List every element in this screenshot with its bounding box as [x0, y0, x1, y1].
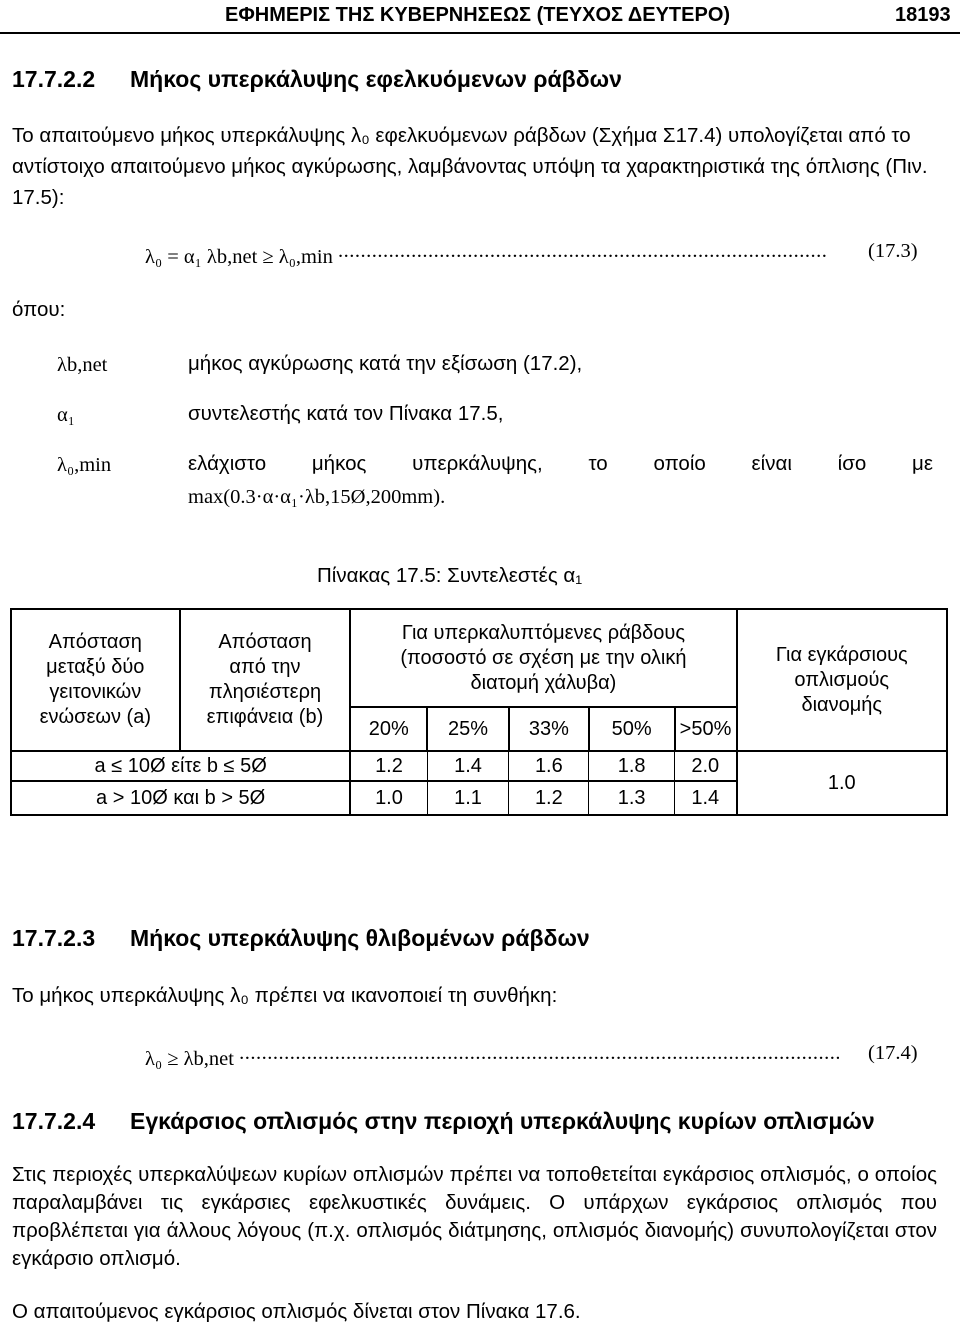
- value-cell: 1.2: [350, 751, 427, 781]
- table-row: [11, 751, 947, 781]
- definition-text: ελάχιστο μήκος υπερκάλυψης, το οποίο είναι ίσο με: [188, 452, 933, 475]
- definition-symbol: λb,net: [57, 354, 108, 376]
- section-title: Μήκος υπερκάλυψης εφελκυόμενων ράβδων: [130, 66, 622, 92]
- section-title: Εγκάρσιος οπλισμός στην περιοχή υπερκάλυψης κυρίων οπλισμών: [130, 1108, 875, 1134]
- value-cell: 1.4: [675, 781, 737, 815]
- equation-leader-dots: [338, 240, 828, 263]
- definition-text: συντελεστής κατά τον Πίνακα 17.5,: [188, 402, 504, 425]
- value-cell: 1.0: [350, 781, 427, 815]
- definition-formula: max(0.3·α·α₁·λb,15Ø,200mm).: [188, 486, 446, 508]
- closing-line: Ο απαιτούμενος εγκάρσιος οπλισμός δίνεται στον Πίνακα 17.6.: [12, 1300, 581, 1323]
- definition-symbol: α₁: [57, 404, 75, 426]
- value-cell: 1.3: [589, 781, 675, 815]
- definition-symbol: λ₀,min: [57, 454, 112, 476]
- table-caption: Πίνακας 17.5: Συντελεστές α₁: [317, 564, 583, 587]
- coefficients-table: [10, 608, 948, 816]
- value-cell: 2.0: [675, 751, 737, 781]
- equation-number: (17.4): [868, 1042, 918, 1064]
- header-cell-distance-b: Απόσταση από την πλησιέστερη επιφάνεια (b): [180, 609, 351, 751]
- header-cell-lapped-bars: Για υπερκαλυπτόμενες ράβδους (ποσοστό σε σχέση με την ολική διατομή χάλυβα): [350, 609, 736, 707]
- value-cell: 1.1: [427, 781, 509, 815]
- section-number: 17.7.2.2: [12, 66, 96, 92]
- section-number: 17.7.2.4: [12, 1108, 96, 1134]
- transverse-paragraph: Στις περιοχές υπερκαλύψεων κυρίων οπλισμών πρέπει να τοποθετείται εγκάρσιος οπλισμός, ο οποίος παραλαμβάνει τις εγκάρσιες εφελκυστικές δυνάμεις. Ο υπάρχων εγκάρσιος οπλισμός που προβλέπεται για άλλους λόγους (π.χ. οπλισμός διάτμησης, οπλισμός διανομής) συνυπολογίζεται στον εγκάρσιο οπλισμό.: [12, 1163, 937, 1270]
- value-cell: 1.4: [427, 751, 509, 781]
- section-heading-17-7-2-2: [12, 66, 622, 93]
- definition-text: μήκος αγκύρωσης κατά την εξίσωση (17.2),: [188, 352, 583, 375]
- equation-17-3: [145, 240, 828, 269]
- condition-cell: a > 10Ø και b > 5Ø: [11, 781, 350, 815]
- percentage-header: 20%: [350, 707, 427, 751]
- equation-leader-dots: [239, 1042, 839, 1065]
- value-cell: 1.2: [509, 781, 589, 815]
- condition-cell: a ≤ 10Ø είτε b ≤ 5Ø: [11, 751, 350, 781]
- header-rule: [0, 32, 960, 34]
- section-heading-17-7-2-3: [12, 925, 590, 952]
- running-header-title: ΕΦΗΜΕΡΙΣ ΤΗΣ ΚΥΒΕΡΝΗΣΕΩΣ (ΤΕΥΧΟΣ ΔΕΥΤΕΡΟ): [225, 4, 731, 26]
- section-number: 17.7.2.3: [12, 925, 96, 951]
- value-cell: 1.6: [509, 751, 589, 781]
- section-heading-17-7-2-4: [12, 1108, 875, 1135]
- transverse-value-cell: 1.0: [737, 751, 947, 815]
- header-cell-distance-a: Απόσταση μεταξύ δύο γειτονικών ενώσεων (a): [11, 609, 180, 751]
- intro-paragraph: Το απαιτούμενο μήκος υπερκάλυψης λ₀ εφελκυόμενων ράβδων (Σχήμα Σ17.4) υπολογίζεται από το αντίστοιχο απαιτούμενο μήκος αγκύρωσης, λαμβάνοντας υπόψη τα χαρακτηριστικά της όπλισης (Πιν. 17.5):: [12, 124, 928, 209]
- percentage-header: 33%: [509, 707, 589, 751]
- header-cell-transverse: Για εγκάρσιους οπλισμούς διανομής: [737, 609, 947, 751]
- value-cell: 1.8: [589, 751, 675, 781]
- equation-text: λ₀ ≥ λb,net: [145, 1048, 234, 1070]
- percentage-header: >50%: [675, 707, 737, 751]
- section-title: Μήκος υπερκάλυψης θλιβομένων ράβδων: [130, 925, 590, 951]
- compression-paragraph: Το μήκος υπερκάλυψης λ₀ πρέπει να ικανοποιεί τη συνθήκη:: [12, 984, 558, 1007]
- equation-number: (17.3): [868, 240, 918, 262]
- where-label: όπου:: [12, 298, 66, 321]
- page-number: 18193: [895, 4, 951, 26]
- percentage-header: 25%: [427, 707, 509, 751]
- equation-text: λ₀ = α₁ λb,net ≥ λ₀,min: [145, 246, 333, 268]
- equation-17-4: [145, 1042, 839, 1071]
- percentage-header: 50%: [589, 707, 675, 751]
